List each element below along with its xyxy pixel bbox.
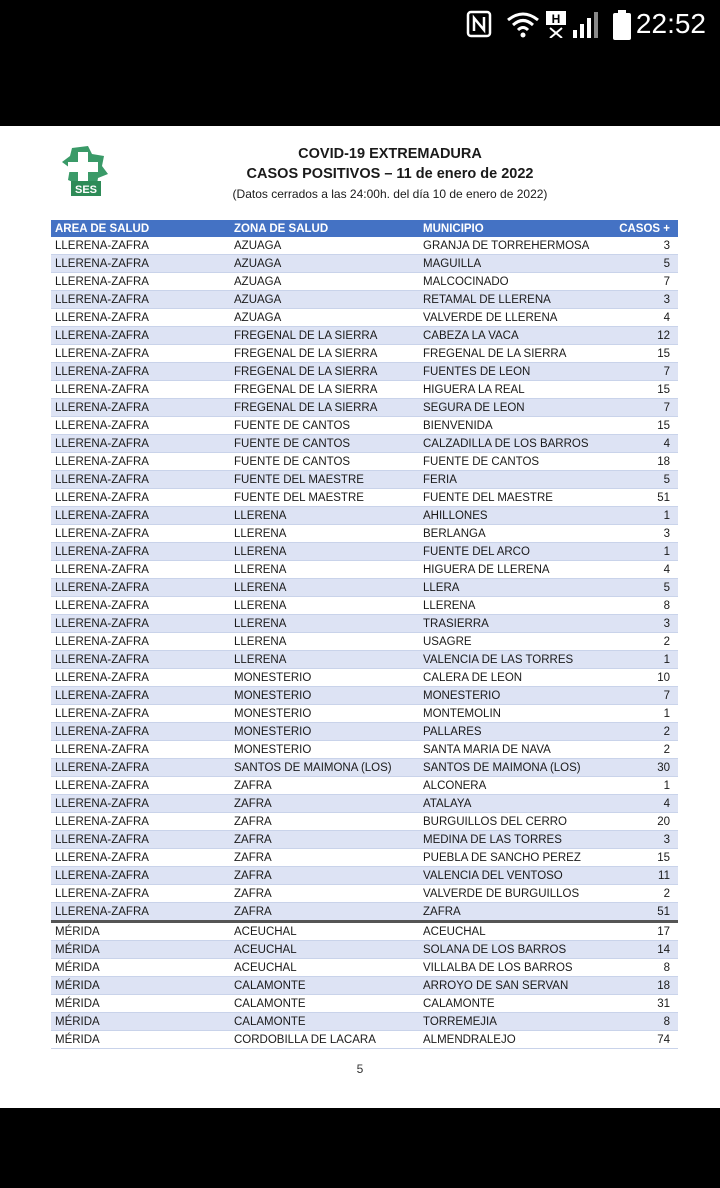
cell-municipio: PALLARES	[419, 723, 609, 741]
table-header-row	[51, 220, 678, 237]
cell-casos: 5	[609, 579, 678, 597]
cell-casos: 51	[609, 489, 678, 507]
table-row	[51, 561, 678, 579]
table-row	[51, 435, 678, 453]
cell-area: MÉRIDA	[51, 977, 230, 995]
cell-casos: 3	[609, 525, 678, 543]
cell-casos: 2	[609, 633, 678, 651]
cell-casos: 2	[609, 885, 678, 903]
cell-area: LLERENA-ZAFRA	[51, 237, 230, 255]
cell-area: LLERENA-ZAFRA	[51, 813, 230, 831]
cell-area: LLERENA-ZAFRA	[51, 633, 230, 651]
cell-municipio: VALENCIA DEL VENTOSO	[419, 867, 609, 885]
cell-casos: 15	[609, 849, 678, 867]
document-page	[0, 126, 720, 1108]
table-row	[51, 417, 678, 435]
cell-area: LLERENA-ZAFRA	[51, 381, 230, 399]
cell-area: MÉRIDA	[51, 1031, 230, 1049]
cell-casos: 8	[609, 1013, 678, 1031]
cell-casos: 30	[609, 759, 678, 777]
cell-zona: LLERENA	[230, 579, 419, 597]
table-row	[51, 597, 678, 615]
cell-municipio: VILLALBA DE LOS BARROS	[419, 959, 609, 977]
table-row	[51, 759, 678, 777]
table-row	[51, 579, 678, 597]
cell-casos: 4	[609, 795, 678, 813]
cell-municipio: LLERA	[419, 579, 609, 597]
cell-zona: MONESTERIO	[230, 669, 419, 687]
cell-municipio: MALCOCINADO	[419, 273, 609, 291]
cell-zona: FUENTE DE CANTOS	[230, 453, 419, 471]
cell-area: LLERENA-ZAFRA	[51, 795, 230, 813]
cell-area: LLERENA-ZAFRA	[51, 777, 230, 795]
cell-municipio: TORREMEJIA	[419, 1013, 609, 1031]
table-row	[51, 327, 678, 345]
cell-zona: CALAMONTE	[230, 977, 419, 995]
cell-casos: 1	[609, 705, 678, 723]
cell-area: LLERENA-ZAFRA	[51, 363, 230, 381]
cell-casos: 1	[609, 507, 678, 525]
table-row	[51, 399, 678, 417]
column-header-zona: ZONA DE SALUD	[230, 220, 419, 237]
cell-zona: LLERENA	[230, 651, 419, 669]
cell-area: LLERENA-ZAFRA	[51, 849, 230, 867]
cell-municipio: GRANJA DE TORREHERMOSA	[419, 237, 609, 255]
cell-municipio: FERIA	[419, 471, 609, 489]
cell-zona: MONESTERIO	[230, 741, 419, 759]
table-row	[51, 471, 678, 489]
cell-zona: ZAFRA	[230, 831, 419, 849]
table-row	[51, 507, 678, 525]
cell-municipio: RETAMAL DE LLERENA	[419, 291, 609, 309]
table-row	[51, 741, 678, 759]
table-row	[51, 651, 678, 669]
cell-casos: 15	[609, 381, 678, 399]
cell-casos: 5	[609, 255, 678, 273]
cell-zona: ACEUCHAL	[230, 959, 419, 977]
cell-casos: 18	[609, 977, 678, 995]
table-row	[51, 345, 678, 363]
signal-icon	[572, 10, 602, 38]
cell-zona: AZUAGA	[230, 273, 419, 291]
cell-municipio: MONESTERIO	[419, 687, 609, 705]
cell-area: LLERENA-ZAFRA	[51, 489, 230, 507]
table-row	[51, 687, 678, 705]
cell-area: MÉRIDA	[51, 959, 230, 977]
cell-zona: CORDOBILLA DE LACARA	[230, 1031, 419, 1049]
table-row	[51, 813, 678, 831]
column-header-area: AREA DE SALUD	[51, 220, 230, 237]
cell-area: LLERENA-ZAFRA	[51, 831, 230, 849]
cell-casos: 2	[609, 723, 678, 741]
cell-municipio: CALERA DE LEON	[419, 669, 609, 687]
cell-municipio: SANTA MARIA DE NAVA	[419, 741, 609, 759]
cell-area: LLERENA-ZAFRA	[51, 867, 230, 885]
cell-area: LLERENA-ZAFRA	[51, 435, 230, 453]
table-row	[51, 615, 678, 633]
table-row	[51, 309, 678, 327]
cell-zona: MONESTERIO	[230, 723, 419, 741]
cell-casos: 3	[609, 615, 678, 633]
table-row	[51, 291, 678, 309]
cell-area: LLERENA-ZAFRA	[51, 417, 230, 435]
cell-zona: LLERENA	[230, 525, 419, 543]
cell-casos: 51	[609, 903, 678, 922]
cell-municipio: FUENTE DEL ARCO	[419, 543, 609, 561]
cell-zona: ZAFRA	[230, 849, 419, 867]
cell-casos: 7	[609, 687, 678, 705]
cell-area: LLERENA-ZAFRA	[51, 525, 230, 543]
cell-casos: 15	[609, 417, 678, 435]
cell-casos: 17	[609, 922, 678, 941]
cell-casos: 1	[609, 543, 678, 561]
cell-zona: ZAFRA	[230, 813, 419, 831]
table-row	[51, 959, 678, 977]
table-row	[51, 489, 678, 507]
column-header-municipio: MUNICIPIO	[419, 220, 609, 237]
cell-zona: ZAFRA	[230, 867, 419, 885]
cell-municipio: AHILLONES	[419, 507, 609, 525]
cell-zona: SANTOS DE MAIMONA (LOS)	[230, 759, 419, 777]
table-row	[51, 849, 678, 867]
cell-municipio: CALZADILLA DE LOS BARROS	[419, 435, 609, 453]
cell-zona: FREGENAL DE LA SIERRA	[230, 345, 419, 363]
cell-zona: ZAFRA	[230, 795, 419, 813]
cell-municipio: HIGUERA LA REAL	[419, 381, 609, 399]
cases-table	[51, 220, 678, 1049]
cell-area: LLERENA-ZAFRA	[51, 579, 230, 597]
cell-zona: FREGENAL DE LA SIERRA	[230, 381, 419, 399]
cell-municipio: FUENTES DE LEON	[419, 363, 609, 381]
wifi-icon	[506, 10, 540, 38]
cell-casos: 4	[609, 435, 678, 453]
cell-area: LLERENA-ZAFRA	[51, 507, 230, 525]
cell-casos: 18	[609, 453, 678, 471]
cell-zona: FUENTE DE CANTOS	[230, 435, 419, 453]
cell-area: LLERENA-ZAFRA	[51, 669, 230, 687]
cell-zona: LLERENA	[230, 615, 419, 633]
cell-municipio: VALVERDE DE LLERENA	[419, 309, 609, 327]
cell-zona: AZUAGA	[230, 291, 419, 309]
cell-casos: 11	[609, 867, 678, 885]
cell-municipio: ACEUCHAL	[419, 922, 609, 941]
cell-area: LLERENA-ZAFRA	[51, 291, 230, 309]
cell-municipio: ALCONERA	[419, 777, 609, 795]
cell-municipio: ZAFRA	[419, 903, 609, 922]
cell-casos: 14	[609, 941, 678, 959]
table-row	[51, 237, 678, 255]
cell-casos: 1	[609, 777, 678, 795]
cell-casos: 3	[609, 237, 678, 255]
page-number: 5	[356, 1062, 364, 1076]
document-note: (Datos cerrados a las 24:00h. del día 10 de enero de 2022)	[232, 187, 548, 201]
cell-zona: FREGENAL DE LA SIERRA	[230, 399, 419, 417]
table-row	[51, 941, 678, 959]
cell-area: LLERENA-ZAFRA	[51, 345, 230, 363]
ses-logo	[58, 144, 114, 200]
cell-municipio: CALAMONTE	[419, 995, 609, 1013]
table-row	[51, 255, 678, 273]
cell-area: LLERENA-ZAFRA	[51, 273, 230, 291]
cell-area: LLERENA-ZAFRA	[51, 705, 230, 723]
cell-area: MÉRIDA	[51, 941, 230, 959]
cell-area: LLERENA-ZAFRA	[51, 651, 230, 669]
cell-zona: LLERENA	[230, 507, 419, 525]
cell-casos: 4	[609, 561, 678, 579]
cell-municipio: VALENCIA DE LAS TORRES	[419, 651, 609, 669]
cell-area: LLERENA-ZAFRA	[51, 471, 230, 489]
cell-zona: AZUAGA	[230, 309, 419, 327]
data-type-icon	[545, 10, 567, 38]
table-row	[51, 885, 678, 903]
svg-text:H: H	[551, 12, 561, 26]
cell-zona: FUENTE DEL MAESTRE	[230, 489, 419, 507]
table-row	[51, 543, 678, 561]
cell-zona: ACEUCHAL	[230, 922, 419, 941]
cell-zona: LLERENA	[230, 597, 419, 615]
cell-zona: CALAMONTE	[230, 995, 419, 1013]
column-header-casos: CASOS +	[609, 220, 678, 237]
cell-casos: 31	[609, 995, 678, 1013]
table-row	[51, 525, 678, 543]
cell-casos: 4	[609, 309, 678, 327]
table-row	[51, 453, 678, 471]
table-row	[51, 995, 678, 1013]
cell-municipio: SANTOS DE MAIMONA (LOS)	[419, 759, 609, 777]
cell-casos: 1	[609, 651, 678, 669]
cell-zona: ACEUCHAL	[230, 941, 419, 959]
table-row	[51, 723, 678, 741]
cell-municipio: HIGUERA DE LLERENA	[419, 561, 609, 579]
cell-area: MÉRIDA	[51, 922, 230, 941]
cell-area: LLERENA-ZAFRA	[51, 615, 230, 633]
cell-municipio: SOLANA DE LOS BARROS	[419, 941, 609, 959]
cell-casos: 74	[609, 1031, 678, 1049]
cell-municipio: LLERENA	[419, 597, 609, 615]
cell-zona: AZUAGA	[230, 237, 419, 255]
table-row	[51, 795, 678, 813]
cell-zona: AZUAGA	[230, 255, 419, 273]
cell-municipio: MEDINA DE LAS TORRES	[419, 831, 609, 849]
cell-municipio: ARROYO DE SAN SERVAN	[419, 977, 609, 995]
cell-area: LLERENA-ZAFRA	[51, 453, 230, 471]
cell-area: LLERENA-ZAFRA	[51, 903, 230, 922]
cell-casos: 8	[609, 959, 678, 977]
cell-area: LLERENA-ZAFRA	[51, 741, 230, 759]
cell-casos: 12	[609, 327, 678, 345]
table-row	[51, 381, 678, 399]
document-title: COVID-19 EXTREMADURA	[298, 146, 482, 162]
table-row	[51, 363, 678, 381]
cell-municipio: MAGUILLA	[419, 255, 609, 273]
cell-casos: 7	[609, 273, 678, 291]
cell-area: MÉRIDA	[51, 995, 230, 1013]
cell-municipio: PUEBLA DE SANCHO PEREZ	[419, 849, 609, 867]
cell-casos: 10	[609, 669, 678, 687]
cell-zona: MONESTERIO	[230, 687, 419, 705]
cell-casos: 15	[609, 345, 678, 363]
cell-municipio: BIENVENIDA	[419, 417, 609, 435]
table-row	[51, 777, 678, 795]
cell-municipio: USAGRE	[419, 633, 609, 651]
cell-area: LLERENA-ZAFRA	[51, 885, 230, 903]
table-row	[51, 831, 678, 849]
cell-area: LLERENA-ZAFRA	[51, 255, 230, 273]
cell-municipio: BERLANGA	[419, 525, 609, 543]
cell-area: MÉRIDA	[51, 1013, 230, 1031]
cell-casos: 7	[609, 399, 678, 417]
cell-zona: MONESTERIO	[230, 705, 419, 723]
cell-area: LLERENA-ZAFRA	[51, 687, 230, 705]
table-row	[51, 669, 678, 687]
status-bar	[0, 0, 720, 50]
cell-zona: ZAFRA	[230, 885, 419, 903]
cell-area: LLERENA-ZAFRA	[51, 309, 230, 327]
cell-zona: LLERENA	[230, 561, 419, 579]
cell-zona: LLERENA	[230, 633, 419, 651]
nfc-icon	[466, 10, 492, 38]
cell-zona: ZAFRA	[230, 777, 419, 795]
cell-municipio: MONTEMOLIN	[419, 705, 609, 723]
cell-zona: FREGENAL DE LA SIERRA	[230, 327, 419, 345]
cell-municipio: TRASIERRA	[419, 615, 609, 633]
cell-casos: 2	[609, 741, 678, 759]
table-row	[51, 1031, 678, 1049]
document-subtitle: CASOS POSITIVOS – 11 de enero de 2022	[246, 166, 534, 182]
cell-municipio: ALMENDRALEJO	[419, 1031, 609, 1049]
cell-municipio: VALVERDE DE BURGUILLOS	[419, 885, 609, 903]
table-row	[51, 633, 678, 651]
cell-municipio: CABEZA LA VACA	[419, 327, 609, 345]
logo-text: SES	[74, 184, 98, 196]
cell-municipio: SEGURA DE LEON	[419, 399, 609, 417]
cell-casos: 20	[609, 813, 678, 831]
table-row	[51, 705, 678, 723]
cell-area: LLERENA-ZAFRA	[51, 543, 230, 561]
cell-casos: 7	[609, 363, 678, 381]
cell-casos: 5	[609, 471, 678, 489]
cell-municipio: FUENTE DEL MAESTRE	[419, 489, 609, 507]
cell-area: LLERENA-ZAFRA	[51, 561, 230, 579]
table-row	[51, 867, 678, 885]
table-row	[51, 1013, 678, 1031]
cell-municipio: BURGUILLOS DEL CERRO	[419, 813, 609, 831]
cell-area: LLERENA-ZAFRA	[51, 723, 230, 741]
table-row	[51, 273, 678, 291]
table-row	[51, 903, 678, 922]
cell-municipio: ATALAYA	[419, 795, 609, 813]
cell-casos: 3	[609, 291, 678, 309]
cell-zona: ZAFRA	[230, 903, 419, 922]
cell-zona: FUENTE DE CANTOS	[230, 417, 419, 435]
cell-casos: 3	[609, 831, 678, 849]
table-row	[51, 977, 678, 995]
cell-area: LLERENA-ZAFRA	[51, 597, 230, 615]
cell-area: LLERENA-ZAFRA	[51, 327, 230, 345]
battery-icon	[612, 10, 632, 40]
cell-zona: LLERENA	[230, 543, 419, 561]
clock: 22:52	[635, 8, 706, 39]
cell-municipio: FUENTE DE CANTOS	[419, 453, 609, 471]
cell-zona: FUENTE DEL MAESTRE	[230, 471, 419, 489]
cell-municipio: FREGENAL DE LA SIERRA	[419, 345, 609, 363]
cell-casos: 8	[609, 597, 678, 615]
cell-area: LLERENA-ZAFRA	[51, 759, 230, 777]
cell-area: LLERENA-ZAFRA	[51, 399, 230, 417]
cell-zona: FREGENAL DE LA SIERRA	[230, 363, 419, 381]
table-row	[51, 922, 678, 941]
cell-zona: CALAMONTE	[230, 1013, 419, 1031]
